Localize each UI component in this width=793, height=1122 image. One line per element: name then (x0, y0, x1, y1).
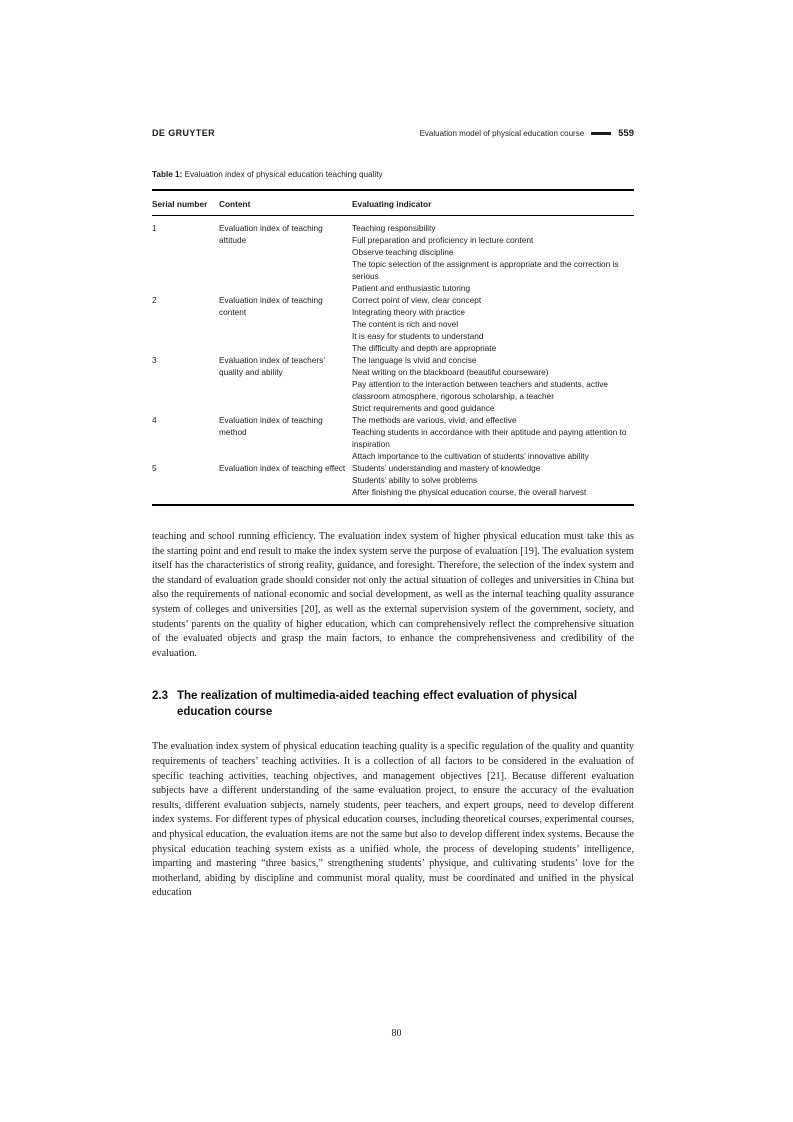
cell-content: Evaluation index of teaching method (219, 415, 323, 437)
indicator-line: The topic selection of the assignment is appropriate and the correction is serious (352, 259, 619, 281)
running-title: Evaluation model of physical education course (419, 129, 585, 138)
indicator-line: Full preparation and proficiency in lecture content (352, 235, 534, 245)
indicator-line: After finishing the physical education course, the overall harvest (352, 487, 587, 497)
cell-indicators (352, 462, 634, 505)
table-row (152, 354, 634, 414)
indicator-line: Neat writing on the blackboard (beautiful courseware) (352, 367, 549, 377)
indicator-line: Patient and enthusiastic tutoring (352, 283, 471, 293)
indicator-line: Attach importance to the cultivation of students’ innovative ability (352, 451, 589, 461)
column-header-evaluating-indicator: Evaluating indicator (352, 190, 634, 216)
indicator-line: Teaching responsibility (352, 223, 436, 233)
indicator-line: Pay attention to the interaction between teachers and students, active classroom atmosphere, rigorous scholarship, a teacher (352, 379, 608, 401)
cell-serial: 3 (152, 355, 157, 365)
cell-indicators (352, 354, 634, 414)
body-paragraph-1: teaching and school running efficiency. The evaluation index system of higher physical education must take this as the starting point and end result to make the index system serve the purpose of evaluation [19]. The evaluation system itself has the characteristics of strong reality, guidance, and foresight. Therefore, the selection of the index system and the standard of evaluation grade should consider not only the actual situation of colleges and universities in China but also the requirements of national economic and social development, as well as the internal teaching quality assurance system of colleges and universities [20], as well as the external supervision system of the government, society, and students’ parents on the quality of higher education, which can comprehensively reflect the comprehensive situation of the evaluated objects and grasp the main factors, to enhance the comprehensiveness and credibility of the evaluation. (152, 531, 634, 659)
indicator-line: Teaching students in accordance with their aptitude and paying attention to inspiration (352, 427, 627, 449)
indicator-line: Strict requirements and good guidance (352, 403, 495, 413)
indicator-line: The language is vivid and concise (352, 355, 477, 365)
indicator-line: Students’ ability to solve problems (352, 475, 478, 485)
cell-indicators (352, 216, 634, 295)
running-title-block (420, 128, 634, 139)
indicator-line: Integrating theory with practice (352, 307, 465, 317)
cell-serial: 2 (152, 295, 157, 305)
cell-serial: 5 (152, 463, 157, 473)
cell-indicators (352, 294, 634, 354)
running-page-number: 559 (618, 128, 634, 139)
table-row (152, 414, 634, 462)
section-number: 2.3 (152, 690, 168, 703)
column-header-serial-number: Serial number (152, 190, 219, 216)
cell-serial: 1 (152, 223, 157, 233)
table-caption-label: Table 1: (152, 170, 183, 179)
evaluation-index-table (152, 189, 634, 506)
content-column (152, 0, 634, 901)
cell-content: Evaluation index of teachers’ quality and ability (219, 355, 325, 377)
cell-indicators (352, 414, 634, 462)
indicator-line: Students’ understanding and mastery of knowledge (352, 463, 541, 473)
section-title: The realization of multimedia-aided teaching effect evaluation of physical education course (177, 690, 578, 718)
table-row (152, 462, 634, 505)
indicator-line: Observe teaching discipline (352, 247, 454, 257)
table-caption (152, 169, 634, 180)
folio-page-number: 80 (391, 1028, 402, 1039)
table-row (152, 294, 634, 354)
table-row (152, 216, 634, 295)
running-header (152, 128, 634, 139)
cell-content: Evaluation index of teaching content (219, 295, 323, 317)
section-heading (152, 689, 634, 720)
indicator-line: Correct point of view, clear concept (352, 295, 482, 305)
table-header (152, 190, 634, 216)
column-header-content: Content (219, 190, 352, 216)
indicator-line: The content is rich and novel (352, 319, 459, 329)
indicator-line: The methods are various, vivid, and effective (352, 415, 517, 425)
indicator-line: It is easy for students to understand (352, 331, 484, 341)
table-caption-text: Evaluation index of physical education teaching quality (184, 170, 383, 179)
indicator-line: The difficulty and depth are appropriate (352, 343, 497, 353)
cell-content: Evaluation index of teaching effect (219, 463, 346, 473)
body-paragraph-2: The evaluation index system of physical education teaching quality is a specific regulation of the quality and quantity requirements of teachers’ teaching activities. It is a collection of all factors to be considered in the evaluation of specific teaching activities, teaching objectives, and management objectives [21]. Because different evaluation subjects have a different understanding of the same evaluation project, to ensure the accuracy of the evaluation results, different evaluation subjects, namely students, peer teachers, and expert groups, need to develop different index systems. For different types of physical education courses, including theoretical courses, experimental courses, and physical education, the evaluation items are not the same but also to develop different index systems. Because the physical education teaching system exists as a unified whole, the process of developing students’ intelligence, imparting and mastering “three basics,” strengthening students’ physique, and cultivating students’ love for the motherland, abiding by discipline and communist moral quality, must be coordinated and unified in the physical education (152, 741, 634, 899)
publisher-logo: DE GRUYTER (152, 128, 216, 138)
header-rule (591, 132, 611, 135)
cell-content: Evaluation index of teaching attitude (219, 223, 323, 245)
cell-serial: 4 (152, 415, 157, 425)
